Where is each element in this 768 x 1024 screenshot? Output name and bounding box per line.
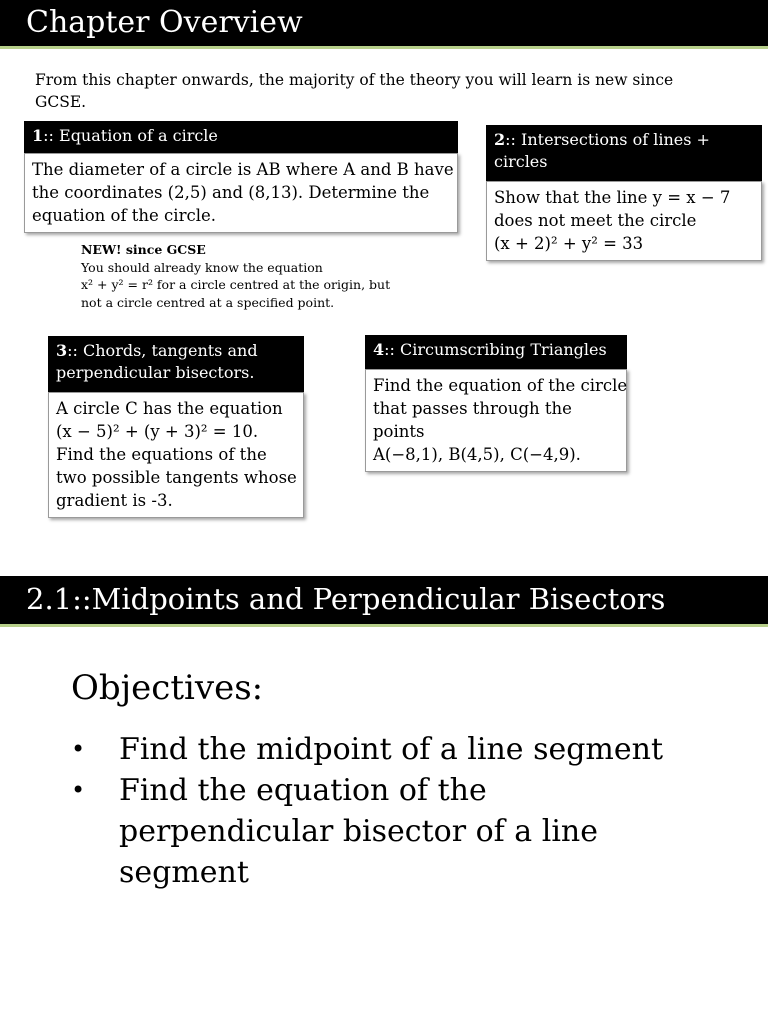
objective-line: Find the midpoint of a line segment	[119, 732, 664, 767]
card-body-line: A(−8,1), B(4,5), C(−4,9).	[373, 445, 581, 464]
card-body	[48, 392, 304, 518]
intro-line: GCSE.	[35, 93, 87, 111]
card-body-line: (x + 2)² + y² = 33	[494, 234, 644, 253]
card-heading-text: perpendicular bisectors.	[56, 363, 255, 382]
card-body-line: equation of the circle.	[32, 206, 216, 225]
objectives-heading: Objectives:	[71, 668, 264, 708]
card-number: 1	[32, 126, 44, 145]
note-line: x² + y² = r² for a circle centred at the origin, but	[81, 277, 391, 292]
card-heading-text: :: Equation of a circle	[43, 126, 218, 145]
topic-card-4	[365, 335, 627, 472]
note-line: not a circle centred at a specified point.	[81, 294, 335, 310]
card-heading	[365, 335, 627, 369]
note-title: NEW! since GCSE	[81, 242, 206, 257]
card-body-line: the coordinates (2,5) and (8,13). Determine the	[32, 183, 430, 202]
bullet-icon: •	[71, 776, 86, 804]
objective-line: perpendicular bisector of a line	[119, 814, 598, 849]
card-body	[365, 369, 627, 472]
card-body-line: The diameter of a circle is AB where A and B have	[32, 160, 454, 179]
card-heading	[486, 125, 762, 181]
intro-text	[35, 69, 715, 113]
card-body-line: Find the equations of the	[56, 445, 267, 464]
card-heading-text: :: Circumscribing Triangles	[384, 340, 607, 359]
card-heading-text: circles	[494, 152, 548, 171]
objective-line: segment	[119, 855, 249, 890]
card-heading	[48, 336, 304, 392]
list-item	[71, 729, 731, 770]
objectives-list	[71, 729, 731, 893]
card-body-line: Find the equation of the circle	[373, 376, 628, 395]
topic-card-1	[24, 121, 458, 233]
card-body-line: two possible tangents whose	[56, 468, 297, 487]
card-body-line: that passes through the	[373, 399, 572, 418]
card-heading-text: :: Intersections of lines +	[505, 130, 710, 149]
intro-line: From this chapter onwards, the majority of the theory you will learn is new since	[35, 71, 674, 89]
list-item	[71, 770, 731, 893]
title-bar	[0, 0, 768, 49]
card-body	[24, 153, 458, 233]
card-body-line: Show that the line y = x − 7	[494, 188, 731, 207]
card-body-line: points	[373, 422, 425, 441]
slide-title: 2.1::Midpoints and Perpendicular Bisectors	[26, 582, 666, 616]
slide-midpoints	[0, 576, 768, 1024]
note-line: You should already know the equation	[81, 259, 323, 275]
card-number: 2	[494, 130, 506, 149]
card-body-line: (x − 5)² + (y + 3)² = 10.	[56, 422, 259, 441]
bullet-icon: •	[71, 735, 86, 763]
card-body-line: gradient is -3.	[56, 491, 173, 510]
new-since-gcse-note	[81, 241, 421, 311]
card-number: 4	[373, 340, 385, 359]
title-bar	[0, 576, 768, 627]
topic-card-2	[486, 125, 762, 261]
card-heading-text: :: Chords, tangents and	[67, 341, 258, 360]
card-number: 3	[56, 341, 68, 360]
topic-card-3	[48, 336, 304, 518]
card-body-line: does not meet the circle	[494, 211, 697, 230]
objective-line: Find the equation of the	[119, 773, 487, 808]
slide-title: Chapter Overview	[26, 5, 303, 40]
card-body	[486, 181, 762, 261]
card-body-line: A circle C has the equation	[56, 399, 283, 418]
card-heading	[24, 121, 458, 153]
